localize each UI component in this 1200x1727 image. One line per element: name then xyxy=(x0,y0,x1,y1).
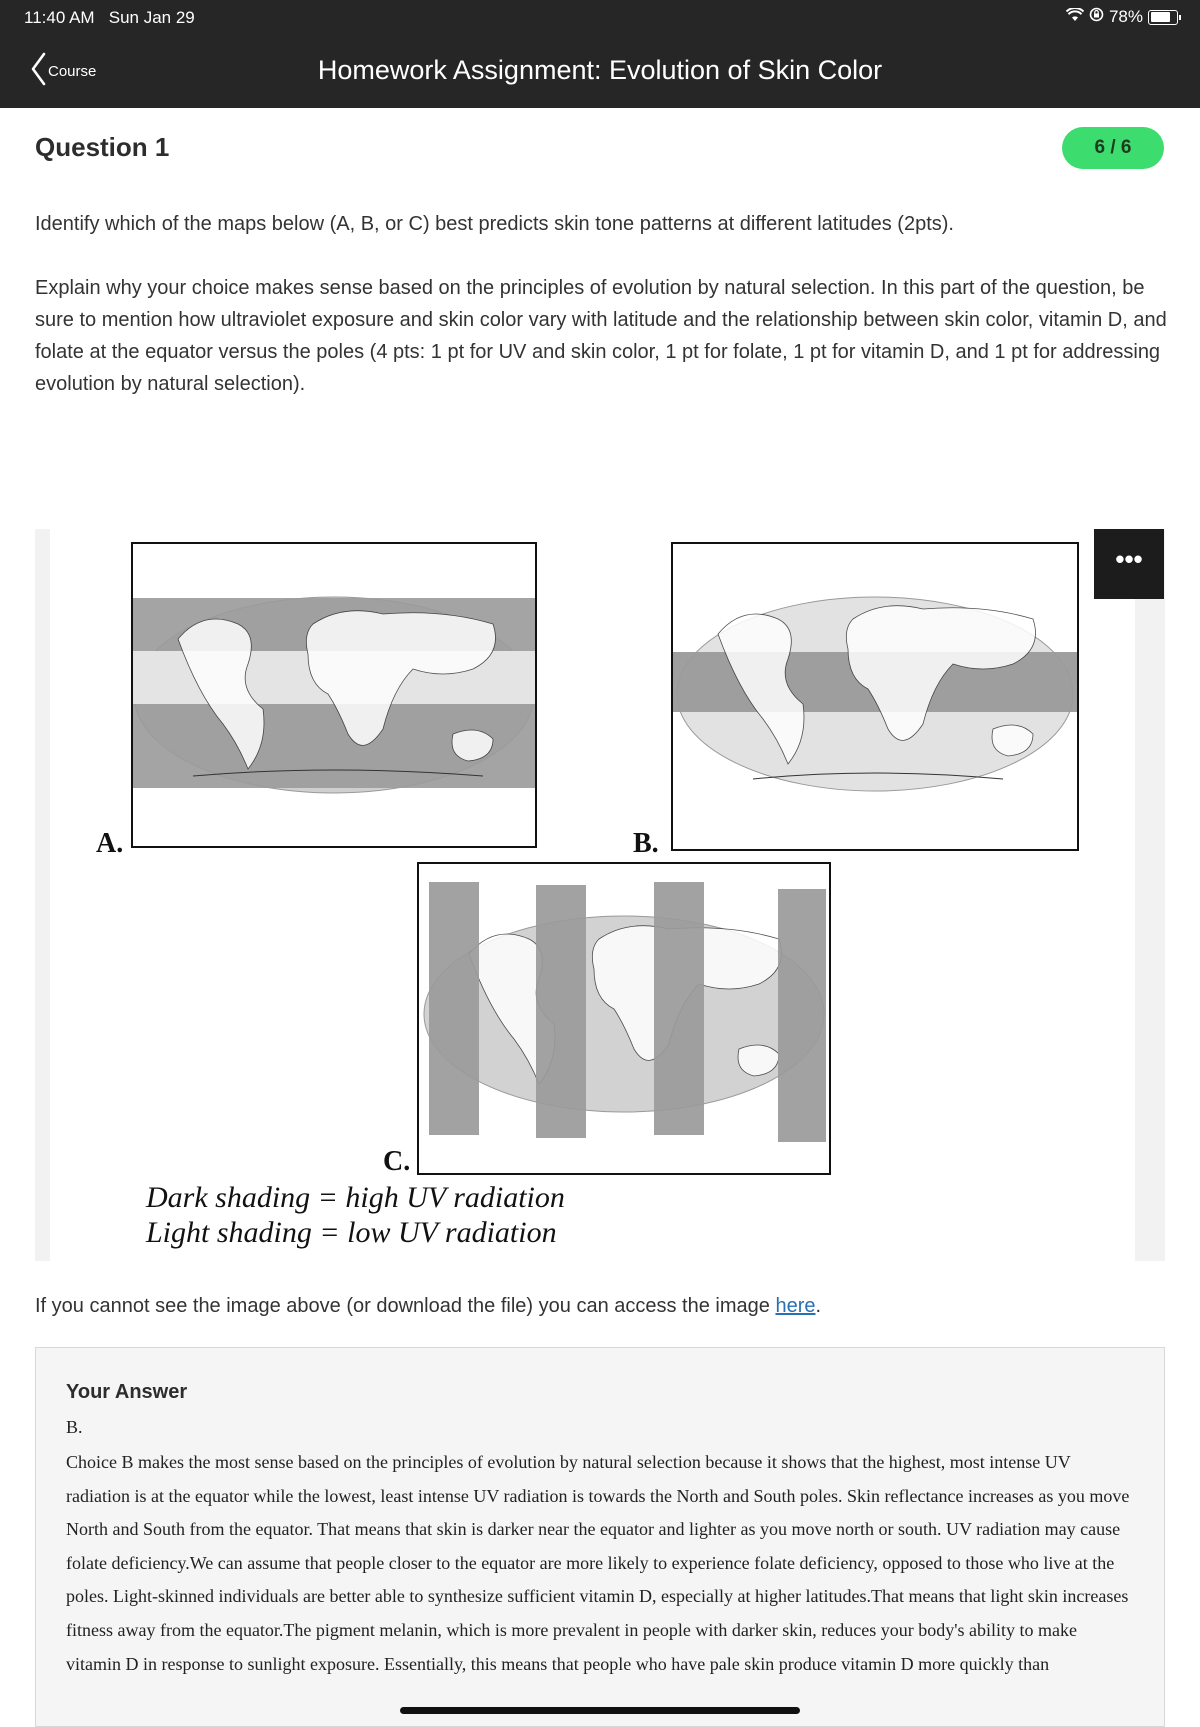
question-title: Question 1 xyxy=(35,132,170,162)
nav-bar xyxy=(0,34,1200,108)
chevron-left-icon xyxy=(30,52,46,90)
home-indicator[interactable] xyxy=(400,1707,800,1714)
back-label: Course xyxy=(48,62,97,80)
map-b xyxy=(671,542,1079,851)
wifi-icon xyxy=(1066,7,1084,27)
score-badge: 6 / 6 xyxy=(1062,127,1164,169)
image-link[interactable]: here xyxy=(775,1295,816,1317)
image-fallback-text: If you cannot see the image above (or download the file) you can access the image here. xyxy=(35,1295,822,1317)
answer-box xyxy=(35,1347,1165,1727)
back-button[interactable] xyxy=(30,52,96,90)
battery-fill xyxy=(1151,12,1171,22)
map-c-label: C. xyxy=(383,1146,411,1177)
question-prompt-2: Explain why your choice makes sense based on the principles of evolution by natural selection. In this part of the question, be sure to mention how ultraviolet exposure and skin color vary with latitude and the relationship between skin color, vitamin D, and folate at the equator versus the poles (4 pts: 1 pt for UV and skin color, 1 pt for folate, 1 pt for vitamin D, and 1 pt for addressing evolution by natural selection). xyxy=(35,277,1167,395)
figure-image xyxy=(50,529,1135,1261)
battery-percent: 78% xyxy=(1108,7,1143,26)
page-title: Homework Assignment: Evolution of Skin Color xyxy=(317,55,883,85)
status-time: 11:40 AM Sun Jan 29 xyxy=(24,8,195,27)
answer-text: Choice B makes the most sense based on the principles of evolution by natural selection because it shows that the highest, most intense UV radiation is at the equator while the lowest, least intense UV radiation is towards the North and South poles. Skin reflectance increases as you move North and South from the equator. That means that skin is darker near the equator and lighter as you move north or south. UV radiation may cause folate deficiency.We can assume that people closer to the equator are more likely to experience folate deficiency, opposed to those who live at the poles. Light-skinned individuals are better able to synthesize sufficient vitamin D, especially at higher latitudes.That means that light skin increases fitness away from the equator.The pigment melanin, which is more prevalent in people with darker skin, reduces your body's ability to make vitamin D in response to sunlight exposure. Essentially, this means that people who have pale skin produce vitamin D more quickly than xyxy=(66,1452,1130,1674)
question-prompt-1: Identify which of the maps below (A, B, or C) best predicts skin tone patterns at different latitudes (2pts). xyxy=(35,213,954,235)
answer-choice: B. xyxy=(66,1417,83,1437)
orientation-lock-icon xyxy=(1089,7,1104,27)
map-c xyxy=(417,862,831,1175)
map-a xyxy=(131,542,537,848)
more-options-button[interactable]: ••• xyxy=(1094,529,1164,599)
map-a-label: A. xyxy=(96,828,124,859)
status-bar xyxy=(0,0,1200,34)
legend-dark: Dark shading = high UV radiation xyxy=(146,1181,565,1214)
answer-heading: Your Answer xyxy=(66,1381,188,1403)
figure-panel xyxy=(35,529,1165,1261)
legend-light: Light shading = low UV radiation xyxy=(146,1216,557,1249)
status-indicators xyxy=(1066,7,1178,27)
map-b-label: B. xyxy=(633,828,659,859)
battery-icon xyxy=(1148,10,1178,25)
